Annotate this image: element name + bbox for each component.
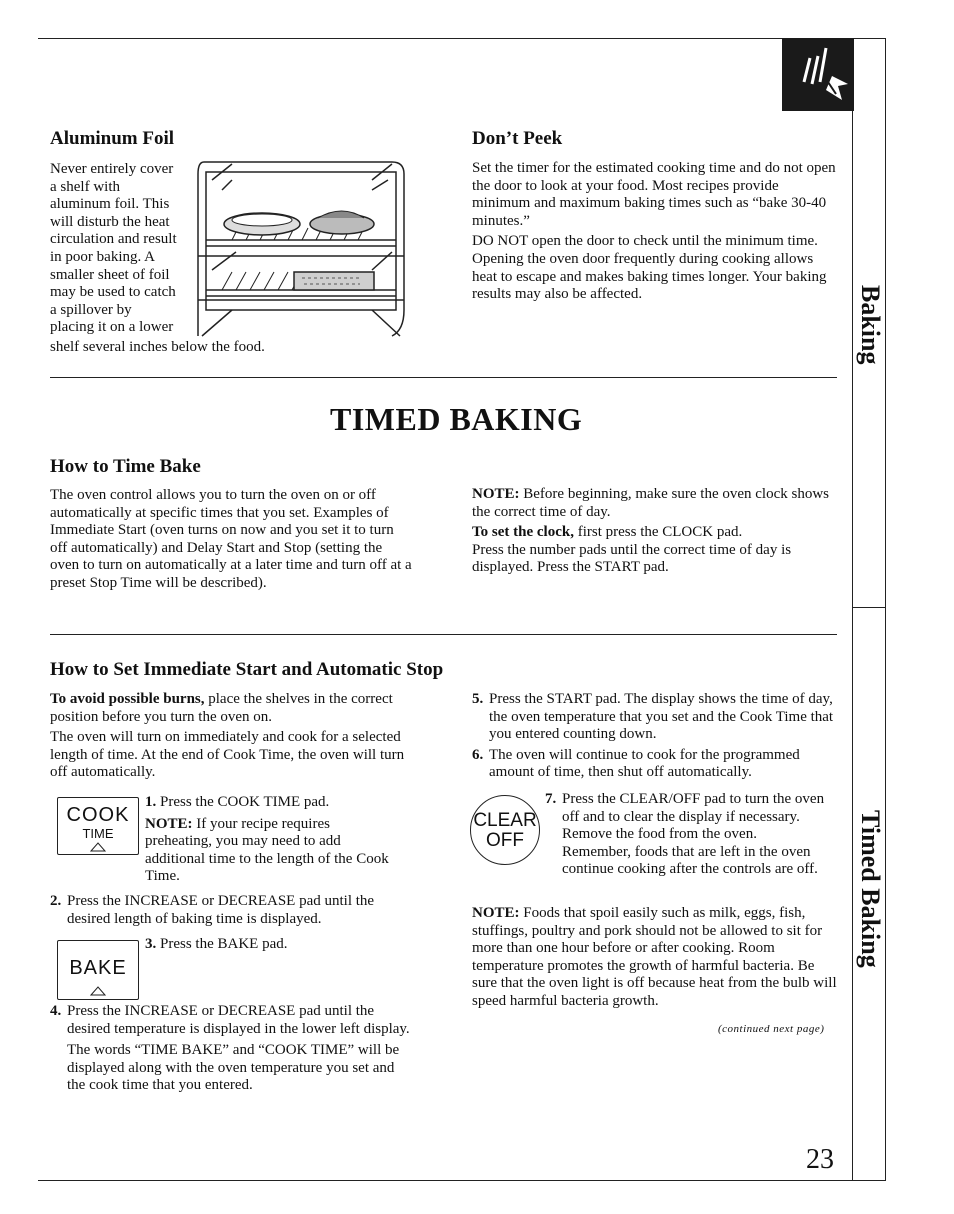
foil-line: a shelf with — [50, 178, 120, 195]
cook-time-pad[interactable] — [57, 797, 139, 855]
foil-line: may be used to catch — [50, 284, 176, 301]
clock-instructions — [472, 486, 834, 577]
triangle-icon — [90, 986, 106, 996]
step-4-followup: The words “TIME BAKE” and “COOK TIME” will be displayed along with the oven temperature you set and the cook time that you entered. — [67, 1042, 400, 1094]
section-rule-1 — [50, 377, 837, 378]
foil-line: aluminum foil. This — [50, 196, 170, 213]
dont-peek-p1: Set the timer for the estimated cooking time and do not open the door to look at your food. Most recipes provide minimum and maximum baking times such as “bake 30-40 minutes.” — [472, 160, 836, 229]
oven-shelves-illustration — [192, 160, 412, 340]
note-label: NOTE: — [472, 486, 520, 502]
cook-pad-sublabel: TIME — [82, 826, 114, 841]
foil-line: in poor baking. A — [50, 248, 155, 265]
bottom-rule — [38, 1180, 886, 1181]
side-tab-timed-baking: Timed Baking — [856, 810, 885, 968]
cook-pad-label: COOK — [66, 804, 130, 826]
food-note-label: NOTE: — [472, 905, 520, 921]
step-4-number: 4. — [50, 1003, 62, 1019]
food-safety-note — [472, 905, 838, 1011]
aluminum-foil-text — [50, 161, 200, 337]
section-rule-2 — [50, 634, 837, 635]
foil-last-line: shelf several inches below the food. — [50, 339, 265, 355]
foil-line: Never entirely cover — [50, 161, 174, 177]
foil-line: smaller sheet of foil — [50, 266, 170, 283]
bake-pad-label: BAKE — [69, 957, 127, 979]
step-4-text: Press the INCREASE or DECREASE pad until the desired temperature is displayed in the lower left display. — [67, 1003, 410, 1037]
foil-line: will disturb the heat — [50, 213, 170, 230]
clear-pad-label: CLEAR — [473, 810, 537, 831]
step-5-number: 5. — [472, 691, 484, 707]
clock-label: To set the clock, — [472, 524, 574, 541]
step-2-text: Press the INCREASE or DECREASE pad until the desired length of baking time is displayed. — [67, 893, 375, 927]
time-bake-intro: The oven control allows you to turn the oven on or off automatically at specific times that you set. Examples of Immediate Start (oven turns on now and you set it to turn off automatically) and Delay Start and Stop (setting the oven to turn on automatically at a later time and turn off at a preset Stop Time will be described). — [50, 487, 412, 591]
step-4 — [50, 1003, 412, 1095]
page-title: TIMED BAKING — [330, 401, 583, 437]
foil-line: a spillover by — [50, 301, 132, 318]
top-rule — [38, 38, 886, 39]
bake-pad[interactable] — [57, 940, 139, 1000]
step-2-number: 2. — [50, 893, 62, 909]
left-column — [50, 691, 412, 782]
step-3 — [145, 936, 390, 954]
step-1-note-label: NOTE: — [145, 815, 193, 832]
continued-note: (continued next page) — [718, 1023, 825, 1035]
tab-separator — [852, 607, 886, 608]
food-note-text: Foods that spoil easily such as milk, eggs, fish, stuffings, poultry and pork should not be allowed to sit for more than one hour before or after cooking. Room temperature promotes the growth of harmful bacteria. Be sure that the oven light is off because heat from the bulb will speed harmful bacteria growth. — [472, 905, 837, 1009]
burns-text: place the shelves in the correct position before you turn the oven on. — [50, 691, 393, 725]
side-tab-baking: Baking — [856, 285, 885, 365]
immediate-start-heading: How to Set Immediate Start and Automatic Stop — [50, 659, 444, 680]
dont-peek-heading: Don’t Peek — [472, 128, 563, 149]
step-7-number: 7. — [545, 791, 557, 807]
immediate-p2: The oven will turn on immediately and cook for a selected length of time. At the end of Cook Time, the oven will turn off automatically. — [50, 729, 405, 781]
dont-peek-text — [472, 160, 840, 304]
step-1-number: 1. — [145, 794, 157, 810]
tab-divider — [852, 110, 853, 1180]
clear-pad-sublabel: OFF — [486, 830, 524, 851]
clock-text: first press the CLOCK pad. — [573, 524, 743, 541]
burns-label: To avoid possible burns, — [50, 691, 205, 707]
foil-line: circulation and result — [50, 231, 177, 248]
page-number: 23 — [806, 1144, 834, 1175]
dont-peek-p2: DO NOT open the door to check until the minimum time. Opening the oven door frequently during cooking allows heat to escape and makes baking times longer. Your baking results may also be affected. — [472, 233, 827, 303]
triangle-icon — [90, 842, 106, 852]
aluminum-foil-heading: Aluminum Foil — [50, 128, 175, 149]
step-7-text: Press the CLEAR/OFF pad to turn the oven off and to clear the display if necessary. Remove the food from the oven. Remember, foods that are left in the oven continue cooking after the controls are off. — [562, 791, 825, 878]
time-bake-heading: How to Time Bake — [50, 456, 201, 477]
hand-pointer-icon — [782, 38, 854, 111]
step-5-text: Press the START pad. The display shows the time of day, the oven temperature that you set and the Cook Time that you entered counting down. — [489, 691, 834, 743]
clear-off-pad[interactable] — [470, 795, 540, 865]
foil-line: placing it on a lower — [50, 319, 174, 336]
step-1-note: If your recipe requires preheating, you may need to add additional time to the length of the Cook Time. — [145, 815, 389, 885]
step-1 — [145, 794, 390, 886]
step-1-text: Press the COOK TIME pad. — [160, 794, 330, 810]
right-border — [885, 38, 886, 1181]
step-7 — [545, 791, 825, 879]
note-text: Before beginning, make sure the oven clock shows the correct time of day. — [472, 486, 830, 520]
step-2 — [50, 893, 412, 928]
step-3-number: 3. — [145, 936, 157, 952]
step-6-text: The oven will continue to cook for the programmed amount of time, then shut off automatically. — [489, 746, 800, 781]
section-icon — [782, 38, 854, 111]
right-column-steps — [472, 691, 838, 782]
step-3-text: Press the BAKE pad. — [160, 936, 288, 952]
step-6-number: 6. — [472, 746, 484, 763]
clock-text-2: Press the number pads until the correct time of day is displayed. Press the START pad. — [472, 541, 792, 576]
